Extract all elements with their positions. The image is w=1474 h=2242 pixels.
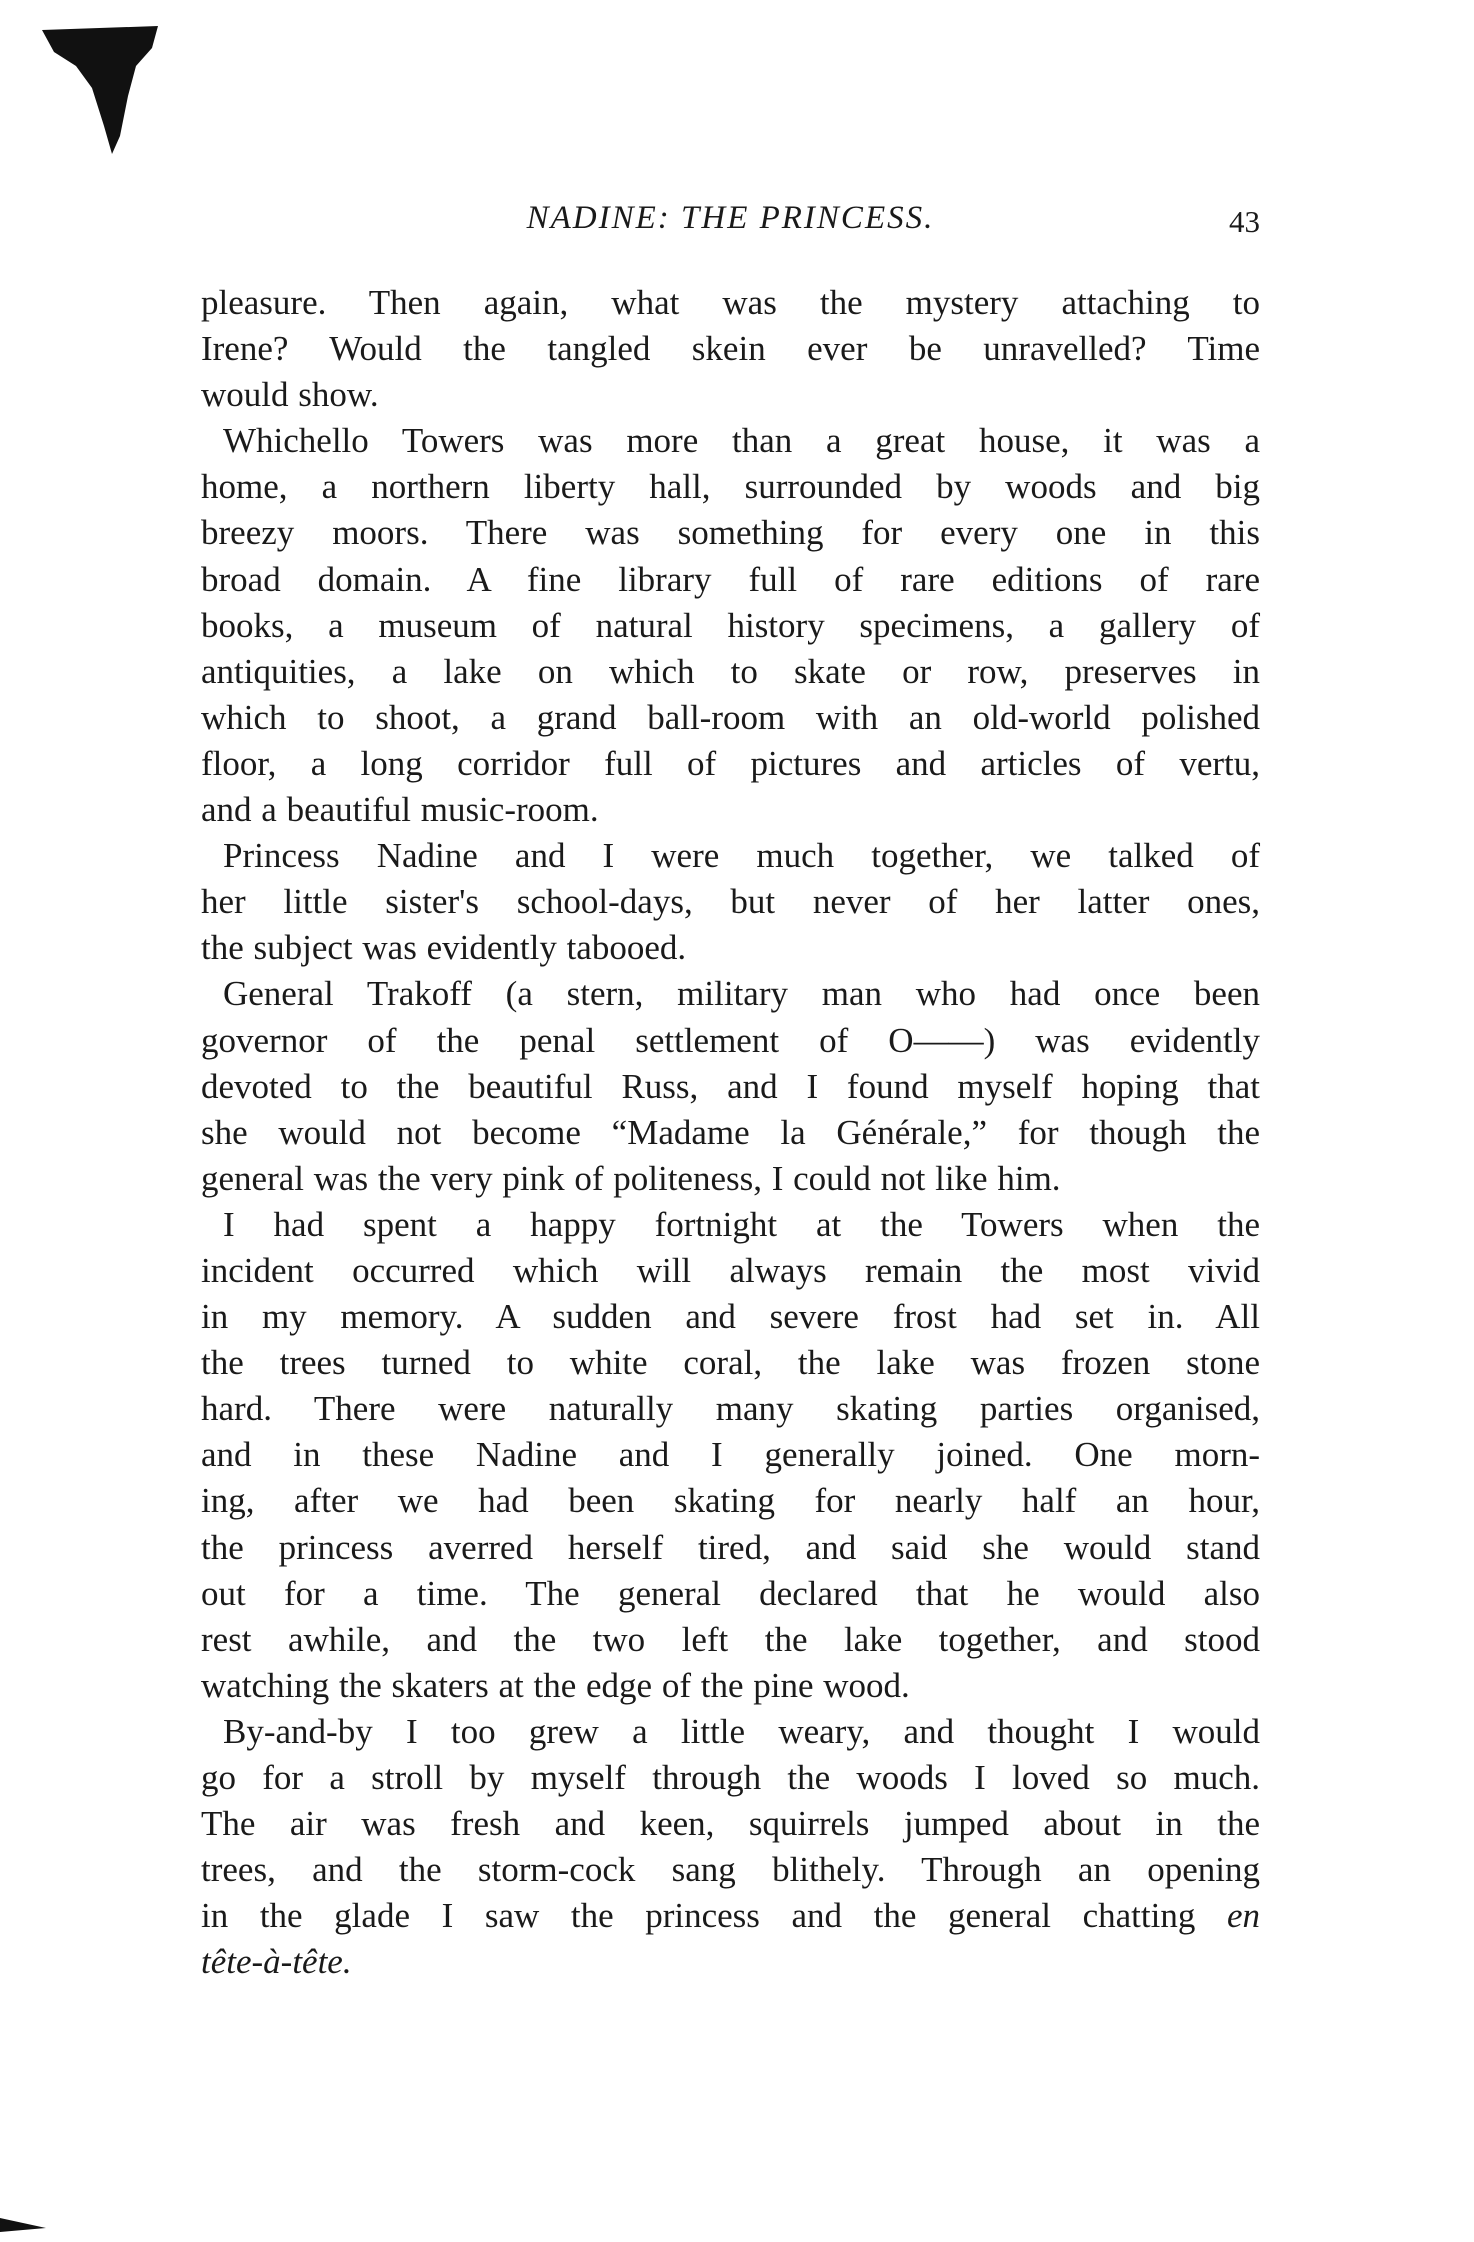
- text-line: [201, 649, 1260, 695]
- line-text: pleasure. Then again, what was the mystery attaching to: [201, 283, 1260, 322]
- text-line: [201, 971, 1260, 1017]
- line-text: in the glade I saw the princess and the general chatting: [201, 1896, 1196, 1936]
- line-text: Irene? Would the tangled skein ever be unravelled? Time: [201, 329, 1260, 369]
- text-line: [201, 1156, 1260, 1202]
- line-text: which to shoot, a grand ball-room with an old-world polished: [201, 697, 1260, 737]
- ink-blot-mark: [40, 26, 160, 156]
- text-line: [201, 1432, 1260, 1478]
- text-line: [201, 1340, 1260, 1386]
- line-text: I had spent a happy fortnight at the Towers when the: [223, 1204, 1260, 1244]
- text-line: [201, 1294, 1260, 1340]
- line-text: she would not become “Madame la Générale,” for though the: [201, 1112, 1260, 1152]
- paragraph: [201, 1709, 1260, 1986]
- text-line: [201, 1755, 1260, 1801]
- paragraph: [201, 833, 1260, 971]
- text-line: [201, 1663, 1260, 1709]
- page-edge-arrow-mark: [0, 2216, 46, 2234]
- line-text: and a beautiful music-room.: [201, 790, 599, 830]
- line-text: governor of the penal settlement of O——) was evidently: [201, 1020, 1260, 1060]
- line-text: general was the very pink of politeness, I could not like him.: [201, 1158, 1061, 1198]
- line-text: broad domain. A fine library full of rare editions of rare: [201, 559, 1260, 599]
- line-text: Princess Nadine and I were much together, we talked of: [223, 836, 1260, 876]
- paragraph: [201, 971, 1260, 1201]
- paragraph: [201, 418, 1260, 833]
- line-text: hard. There were naturally many skating parties organised,: [201, 1389, 1260, 1429]
- text-line: [201, 695, 1260, 741]
- page-number: 43: [1229, 204, 1260, 239]
- italic-phrase: tête-à-tête.: [201, 1942, 352, 1982]
- text-line: [201, 833, 1260, 879]
- text-line: [201, 1525, 1260, 1571]
- text-line: [201, 1018, 1260, 1064]
- line-text: watching the skaters at the edge of the pine wood.: [201, 1665, 910, 1705]
- italic-phrase: en: [1226, 1896, 1260, 1936]
- text-line: [201, 603, 1260, 649]
- line-text: floor, a long corridor full of pictures and articles of vertu,: [201, 743, 1260, 783]
- line-text: her little sister's school-days, but never of her latter ones,: [201, 882, 1260, 922]
- line-text: would show.: [201, 375, 379, 415]
- text-line: [201, 879, 1260, 925]
- text-line: [201, 510, 1260, 556]
- line-text: breezy moors. There was something for every one in this: [201, 513, 1260, 553]
- text-line: [201, 418, 1260, 464]
- line-text: the subject was evidently tabooed.: [201, 928, 687, 968]
- text-line: [201, 1709, 1260, 1755]
- line-text: out for a time. The general declared that he would also: [201, 1573, 1260, 1613]
- line-text: trees, and the storm-cock sang blithely. Through an opening: [201, 1850, 1260, 1890]
- page-header: [201, 200, 1260, 250]
- text-line: [201, 464, 1260, 510]
- text-line: [201, 1478, 1260, 1524]
- text-line: [201, 741, 1260, 787]
- text-line: [201, 1202, 1260, 1248]
- text-line: [201, 1248, 1260, 1294]
- text-line: [201, 787, 1260, 833]
- text-line: [201, 1386, 1260, 1432]
- text-line: [201, 925, 1260, 971]
- text-line: [201, 1617, 1260, 1663]
- text-line: [201, 1110, 1260, 1156]
- text-line: [201, 1801, 1260, 1847]
- line-text: go for a stroll by myself through the woods I loved so much.: [201, 1758, 1260, 1797]
- line-text: antiquities, a lake on which to skate or row, preserves in: [201, 651, 1260, 691]
- line-text: devoted to the beautiful Russ, and I found myself hoping that: [201, 1066, 1260, 1106]
- line-text: Whichello Towers was more than a great house, it was a: [223, 421, 1260, 461]
- page-body-text: [201, 280, 1260, 1985]
- text-line: [201, 372, 1260, 418]
- running-title: NADINE: THE PRINCESS.: [526, 200, 935, 236]
- line-text: home, a northern liberty hall, surrounded by woods and big: [201, 467, 1260, 507]
- line-text: General Trakoff (a stern, military man who had once been: [223, 974, 1260, 1014]
- line-text: The air was fresh and keen, squirrels jumped about in the: [201, 1804, 1260, 1844]
- text-line: [201, 326, 1260, 372]
- line-text: the princess averred herself tired, and said she would stand: [201, 1527, 1260, 1567]
- line-text: books, a museum of natural history specimens, a gallery of: [201, 605, 1260, 645]
- line-text: the trees turned to white coral, the lake was frozen stone: [201, 1343, 1260, 1383]
- paragraph: [201, 280, 1260, 418]
- line-text: and in these Nadine and I generally joined. One morn-: [201, 1435, 1260, 1475]
- text-line: [201, 557, 1260, 603]
- text-line: [201, 1064, 1260, 1110]
- line-text: rest awhile, and the two left the lake together, and stood: [201, 1619, 1260, 1659]
- line-text: incident occurred which will always remain the most vivid: [201, 1250, 1260, 1290]
- text-line: [201, 1571, 1260, 1617]
- paragraph: [201, 1202, 1260, 1709]
- line-text: in my memory. A sudden and severe frost had set in. All: [201, 1297, 1260, 1337]
- text-line: [201, 280, 1260, 326]
- text-line: [201, 1939, 1260, 1985]
- line-text: ing, after we had been skating for nearly half an hour,: [201, 1481, 1260, 1521]
- line-text: By-and-by I too grew a little weary, and thought I would: [223, 1711, 1260, 1751]
- text-line: [201, 1893, 1260, 1939]
- text-line: [201, 1847, 1260, 1893]
